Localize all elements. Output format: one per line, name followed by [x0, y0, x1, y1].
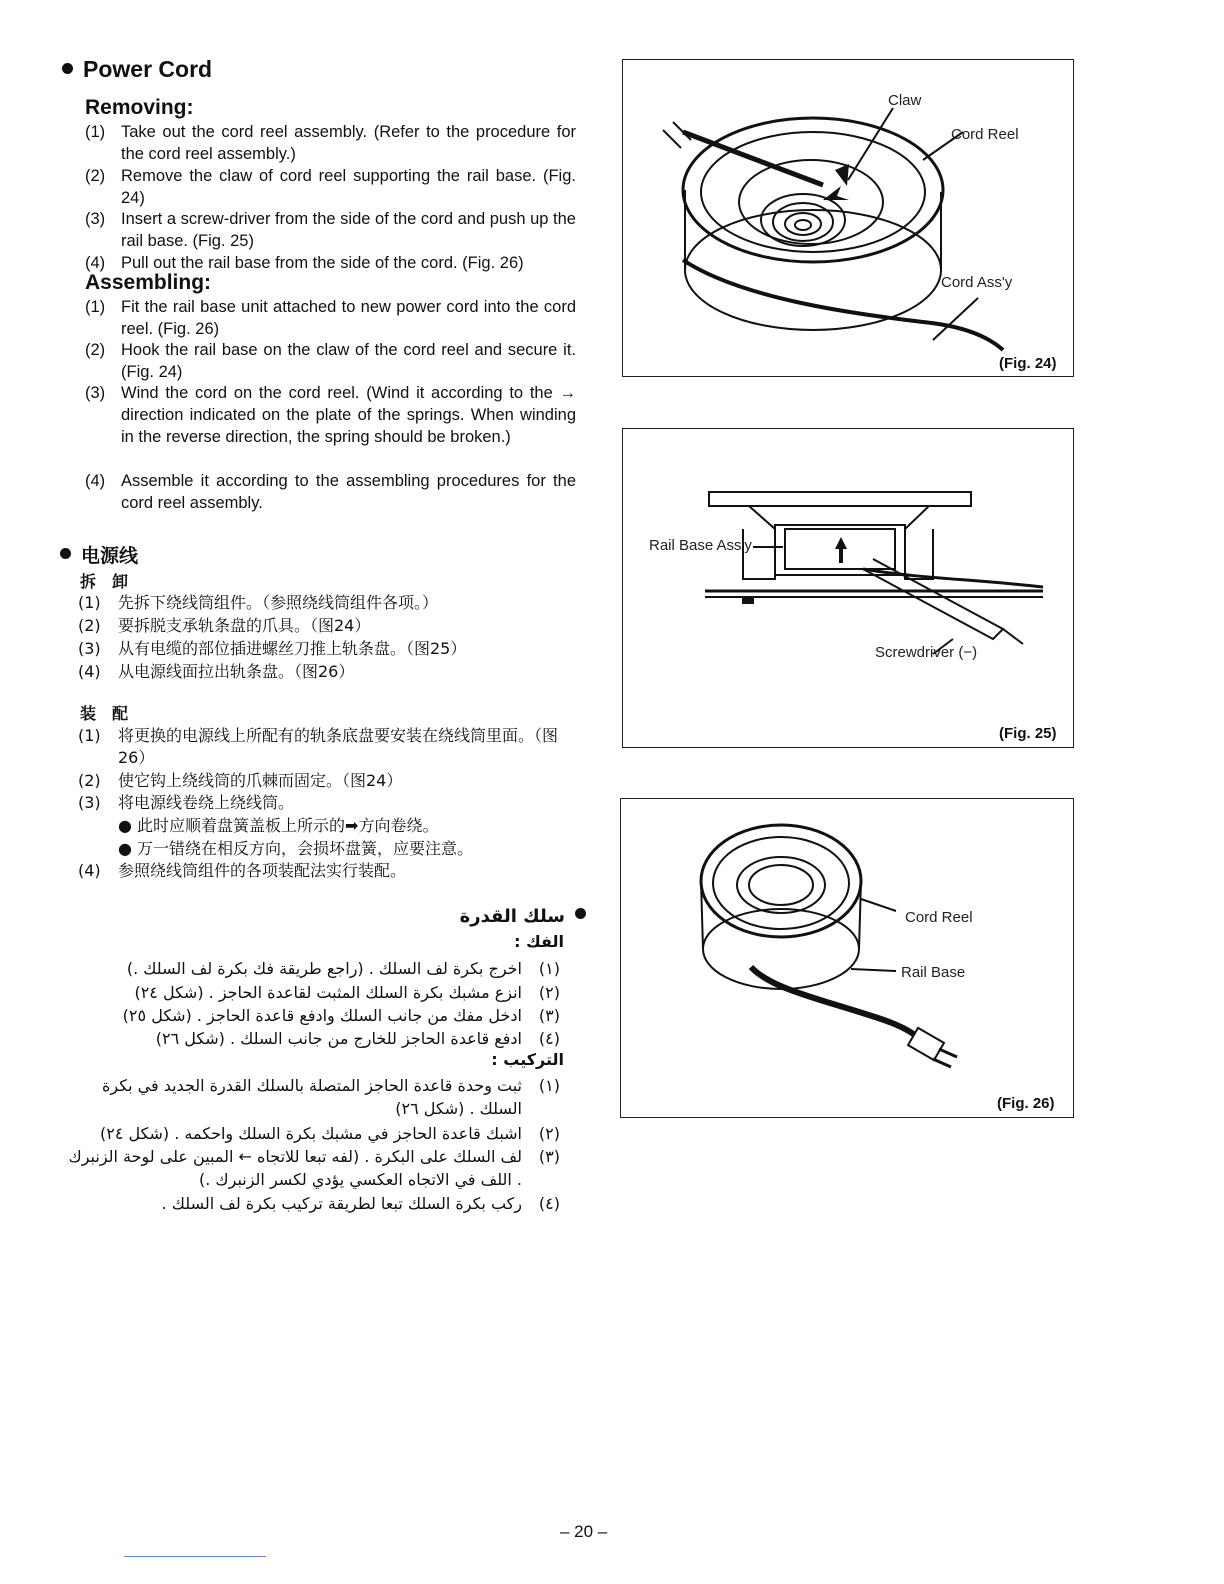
bullet-icon — [62, 63, 73, 74]
figure-caption: (Fig. 24) — [999, 355, 1057, 372]
english-section-title: Power Cord — [62, 56, 212, 83]
figure-25 — [622, 428, 1074, 748]
cord-reel-label: Cord Reel — [951, 126, 1019, 143]
page-number: – 20 – — [560, 1522, 608, 1541]
plug-icon — [908, 1028, 957, 1067]
arabic-section-title: سلك القدرة — [460, 906, 586, 927]
chinese-section-title: 电源线 — [60, 541, 138, 568]
bullet-icon — [60, 548, 71, 559]
cord-reel-label: Cord Reel — [905, 909, 973, 926]
cord-reel-illustration — [623, 60, 1073, 376]
arabic-removing-title: الفك : — [514, 932, 564, 951]
bullet-icon — [575, 908, 586, 919]
claw-mark — [835, 164, 849, 186]
rail-base-illustration — [623, 429, 1073, 747]
figure-26 — [620, 798, 1074, 1118]
chinese-removing-title: 拆 卸 — [80, 572, 129, 591]
figure-caption: (Fig. 26) — [997, 1095, 1055, 1112]
figure-caption: (Fig. 25) — [999, 725, 1057, 742]
cord-reel-with-plug-illustration — [621, 799, 1073, 1117]
arabic-assembling-title: التركيب : — [491, 1050, 564, 1069]
english-removing-title: Removing: — [85, 96, 194, 119]
claw-label: Claw — [888, 92, 922, 109]
english-assembling-title: Assembling: — [85, 271, 212, 294]
chinese-assembling-title: 装 配 — [80, 704, 129, 723]
divider-line — [124, 1556, 266, 1557]
screwdriver-label: Screwdriver (−) — [875, 644, 978, 661]
rail-base-assy-label: Rail Base Ass'y — [649, 537, 752, 554]
rail-base-label: Rail Base — [901, 964, 966, 981]
cord-assy-label: Cord Ass'y — [941, 274, 1013, 291]
up-arrow-icon — [835, 537, 847, 563]
figure-24 — [622, 59, 1074, 377]
